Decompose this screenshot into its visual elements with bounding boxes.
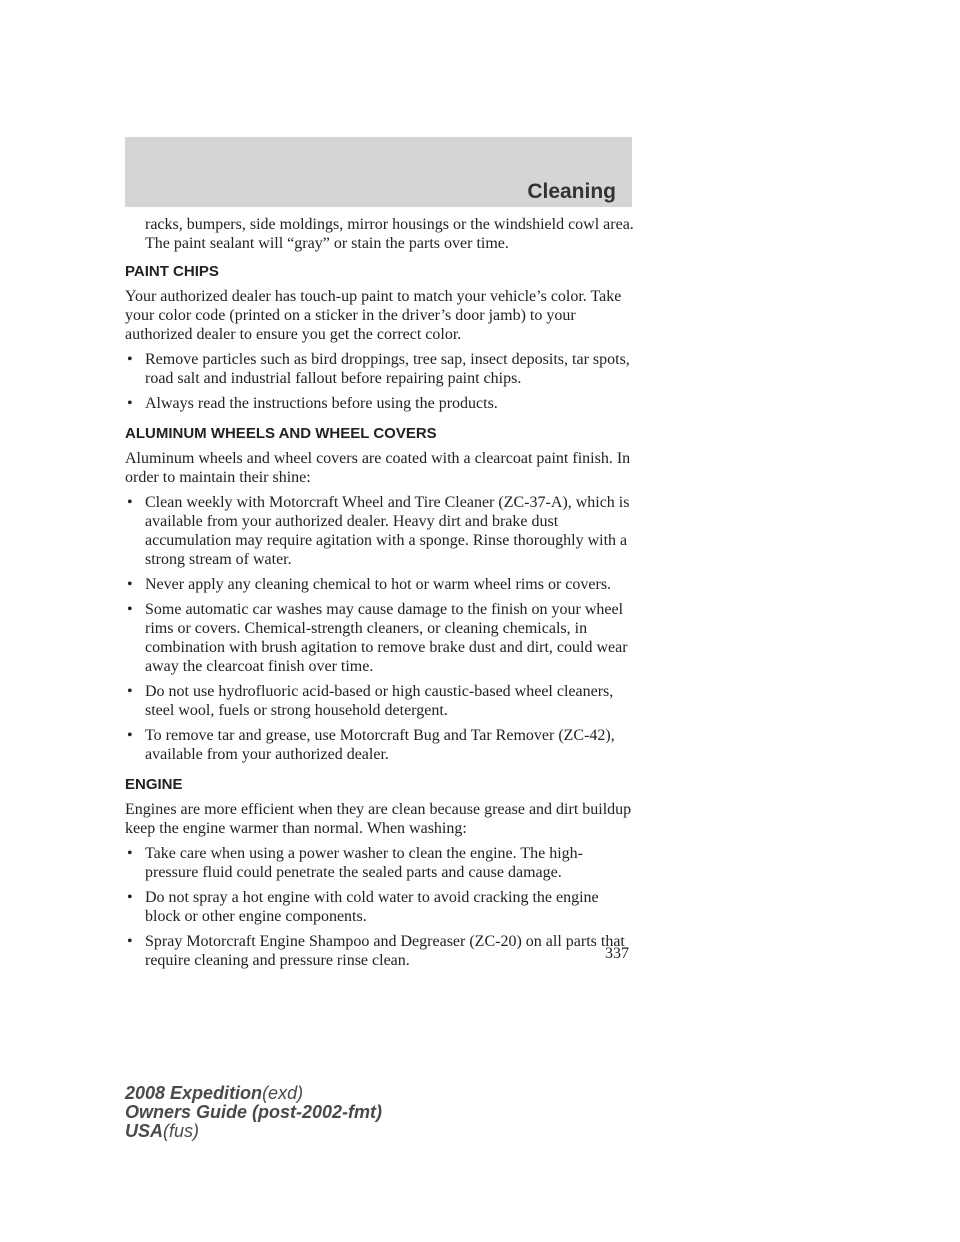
section-paint-chips bbox=[125, 263, 635, 413]
section-aluminum-wheels bbox=[125, 425, 635, 764]
list-item-text: Never apply any cleaning chemical to hot or warm wheel rims or covers. bbox=[145, 576, 612, 593]
footer-model: 2008 Expedition bbox=[125, 1083, 263, 1103]
footer-model-code: (exd) bbox=[262, 1083, 304, 1103]
footer-market-code: (fus) bbox=[163, 1121, 200, 1141]
bullet-icon: • bbox=[127, 395, 133, 412]
bullet-icon: • bbox=[127, 601, 133, 618]
list-item bbox=[125, 682, 635, 720]
section-heading: ALUMINUM WHEELS AND WHEEL COVERS bbox=[125, 425, 437, 442]
section-heading: PAINT CHIPS bbox=[125, 263, 219, 280]
page-content bbox=[125, 215, 635, 982]
footer-line-3 bbox=[125, 1122, 382, 1141]
bullet-icon: • bbox=[127, 889, 133, 906]
section-heading: ENGINE bbox=[125, 776, 183, 793]
section-engine bbox=[125, 776, 635, 970]
list-item-text: Always read the instructions before using the products. bbox=[145, 395, 498, 412]
section-intro: Engines are more efficient when they are clean because grease and dirt buildup keep the engine warmer than normal. When washing: bbox=[125, 801, 632, 837]
list-item bbox=[125, 350, 635, 388]
section-intro: Aluminum wheels and wheel covers are coated with a clearcoat paint finish. In order to maintain their shine: bbox=[125, 450, 631, 486]
footer-line-1 bbox=[125, 1084, 382, 1103]
footer-line-2 bbox=[125, 1103, 382, 1122]
list-item-text: Some automatic car washes may cause damage to the finish on your wheel rims or covers. Chemical-strength cleaners, or cleaning chemicals, in combination with brush agitation to remove brake dust and dirt, could wear away the clearcoat finish over time. bbox=[145, 601, 628, 675]
list-item-text: Clean weekly with Motorcraft Wheel and Tire Cleaner (ZC-37-A), which is available from your authorized dealer. Heavy dirt and brake dust accumulation may require agitation with a sponge. Rinse thoroughly with a strong stream of water. bbox=[145, 494, 630, 568]
bullet-icon: • bbox=[127, 727, 133, 744]
list-item bbox=[125, 844, 635, 882]
section-title: Cleaning bbox=[527, 180, 616, 203]
section-header-band bbox=[125, 137, 632, 207]
footer-market: USA bbox=[125, 1121, 164, 1141]
bullet-list bbox=[125, 350, 635, 413]
list-item-text: Take care when using a power washer to clean the engine. The high-pressure fluid could penetrate the sealed parts and cause damage. bbox=[145, 845, 583, 881]
list-item bbox=[125, 394, 635, 413]
list-item-text: Do not use hydrofluoric acid-based or high caustic-based wheel cleaners, steel wool, fuels or strong household detergent. bbox=[145, 683, 614, 719]
list-item bbox=[125, 493, 635, 569]
list-item-text: Spray Motorcraft Engine Shampoo and Degreaser (ZC-20) on all parts that require cleaning and pressure rinse clean. bbox=[145, 933, 625, 969]
footer-guide: Owners Guide (post-2002-fmt) bbox=[125, 1102, 383, 1122]
section-intro: Your authorized dealer has touch-up paint to match your vehicle’s color. Take your color code (printed on a sticker in the driver’s door jamb) to your authorized dealer to ensure you get the correct color. bbox=[125, 288, 622, 343]
bullet-icon: • bbox=[127, 576, 133, 593]
bullet-icon: • bbox=[127, 494, 133, 511]
page-number: 337 bbox=[605, 945, 629, 962]
bullet-icon: • bbox=[127, 683, 133, 700]
list-item bbox=[125, 932, 635, 970]
list-item bbox=[125, 888, 635, 926]
list-item bbox=[125, 600, 635, 676]
bullet-icon: • bbox=[127, 933, 133, 950]
list-item-text: To remove tar and grease, use Motorcraft Bug and Tar Remover (ZC-42), available from your authorized dealer. bbox=[145, 727, 615, 763]
list-item-text: Remove particles such as bird droppings, tree sap, insect deposits, tar spots, road salt and industrial fallout before repairing paint chips. bbox=[145, 351, 630, 387]
bullet-list bbox=[125, 493, 635, 764]
bullet-list bbox=[125, 844, 635, 970]
bullet-icon: • bbox=[127, 351, 133, 368]
list-item bbox=[125, 575, 635, 594]
document-footer bbox=[125, 1084, 382, 1141]
list-item-text: Do not spray a hot engine with cold water to avoid cracking the engine block or other engine components. bbox=[145, 889, 599, 925]
bullet-icon: • bbox=[127, 845, 133, 862]
list-item bbox=[125, 726, 635, 764]
continued-paragraph: racks, bumpers, side moldings, mirror housings or the windshield cowl area. The paint sealant will “gray” or stain the parts over time. bbox=[145, 216, 634, 252]
